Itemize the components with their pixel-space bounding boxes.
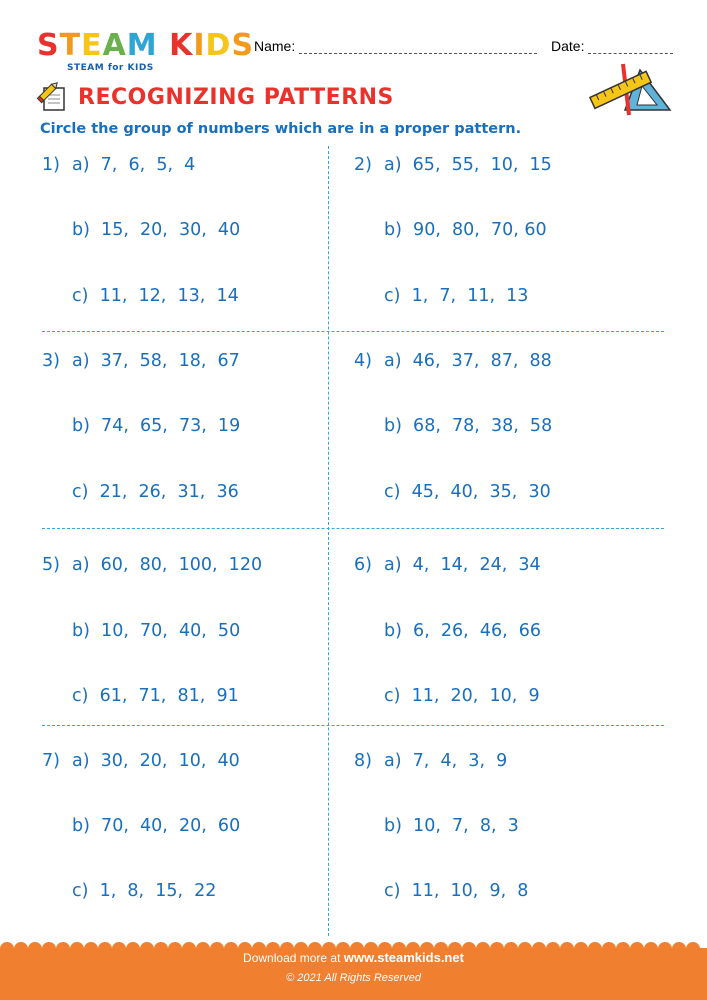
logo-letter: D: [205, 28, 232, 63]
name-line[interactable]: [299, 39, 537, 54]
option-a[interactable]: a) 7, 4, 3, 9: [384, 751, 508, 771]
option-b[interactable]: b) 10, 7, 8, 3: [384, 816, 519, 836]
worksheet-title: RECOGNIZING PATTERNS: [78, 85, 394, 110]
option-a[interactable]: a) 30, 20, 10, 40: [72, 751, 240, 771]
question-number: 5): [42, 555, 60, 575]
question-number: 8): [354, 751, 372, 771]
option-b[interactable]: b) 10, 70, 40, 50: [72, 621, 241, 641]
option-b[interactable]: b) 68, 78, 38, 58: [384, 416, 553, 436]
option-b[interactable]: b) 70, 40, 20, 60: [72, 816, 241, 836]
question-number: 3): [42, 351, 60, 371]
footer-download-prefix: Download more at: [243, 951, 344, 965]
ruler-triangle-icon: [585, 60, 675, 120]
option-c[interactable]: c) 11, 10, 9, 8: [384, 881, 529, 901]
question-number: 1): [42, 155, 60, 175]
footer-banner: [0, 940, 707, 1000]
logo-letter: T: [59, 28, 82, 63]
footer-copyright: © 2021 All Rights Reserved: [286, 972, 421, 984]
logo-letter: E: [81, 28, 103, 63]
question-number: 7): [42, 751, 60, 771]
option-a[interactable]: a) 60, 80, 100, 120: [72, 555, 263, 575]
logo-wordmark: [37, 30, 254, 62]
option-a[interactable]: a) 7, 6, 5, 4: [72, 155, 196, 175]
option-c[interactable]: c) 11, 20, 10, 9: [384, 686, 540, 706]
option-a[interactable]: a) 46, 37, 87, 88: [384, 351, 552, 371]
option-a[interactable]: a) 4, 14, 24, 34: [384, 555, 541, 575]
date-field[interactable]: [551, 38, 673, 54]
logo-tagline: STEAM for KIDS: [67, 63, 154, 73]
steam-kids-logo: [37, 28, 255, 73]
row-divider-2: [42, 528, 664, 529]
footer-site-link[interactable]: www.steamkids.net: [343, 950, 464, 965]
row-divider-3: [42, 725, 664, 726]
option-c[interactable]: c) 1, 7, 11, 13: [384, 286, 529, 306]
option-c[interactable]: c) 21, 26, 31, 36: [72, 482, 239, 502]
date-line[interactable]: [588, 39, 673, 54]
option-a[interactable]: a) 65, 55, 10, 15: [384, 155, 552, 175]
row-divider-1: [42, 331, 664, 332]
question-number: 4): [354, 351, 372, 371]
question-number: 6): [354, 555, 372, 575]
name-field[interactable]: [254, 38, 537, 54]
option-c[interactable]: c) 45, 40, 35, 30: [384, 482, 551, 502]
option-b[interactable]: b) 74, 65, 73, 19: [72, 416, 241, 436]
logo-letter: [158, 28, 169, 63]
column-divider: [328, 146, 329, 936]
logo-letter: K: [169, 28, 194, 63]
question-number: 2): [354, 155, 372, 175]
pencil-paper-icon: [36, 80, 70, 114]
option-a[interactable]: a) 37, 58, 18, 67: [72, 351, 240, 371]
logo-letter: S: [37, 28, 60, 63]
logo-letter: I: [193, 28, 206, 63]
logo-letter: S: [231, 28, 255, 63]
option-b[interactable]: b) 15, 20, 30, 40: [72, 220, 241, 240]
footer-download: [0, 950, 707, 965]
logo-letter: M: [126, 28, 158, 63]
name-label: Name:: [254, 38, 296, 54]
instruction-text: Circle the group of numbers which are in a proper pattern.: [40, 121, 522, 137]
option-b[interactable]: b) 90, 80, 70, 60: [384, 220, 547, 240]
logo-letter: A: [102, 28, 127, 63]
option-c[interactable]: c) 11, 12, 13, 14: [72, 286, 239, 306]
option-b[interactable]: b) 6, 26, 46, 66: [384, 621, 542, 641]
date-label: Date:: [551, 38, 585, 54]
option-c[interactable]: c) 1, 8, 15, 22: [72, 881, 217, 901]
option-c[interactable]: c) 61, 71, 81, 91: [72, 686, 239, 706]
